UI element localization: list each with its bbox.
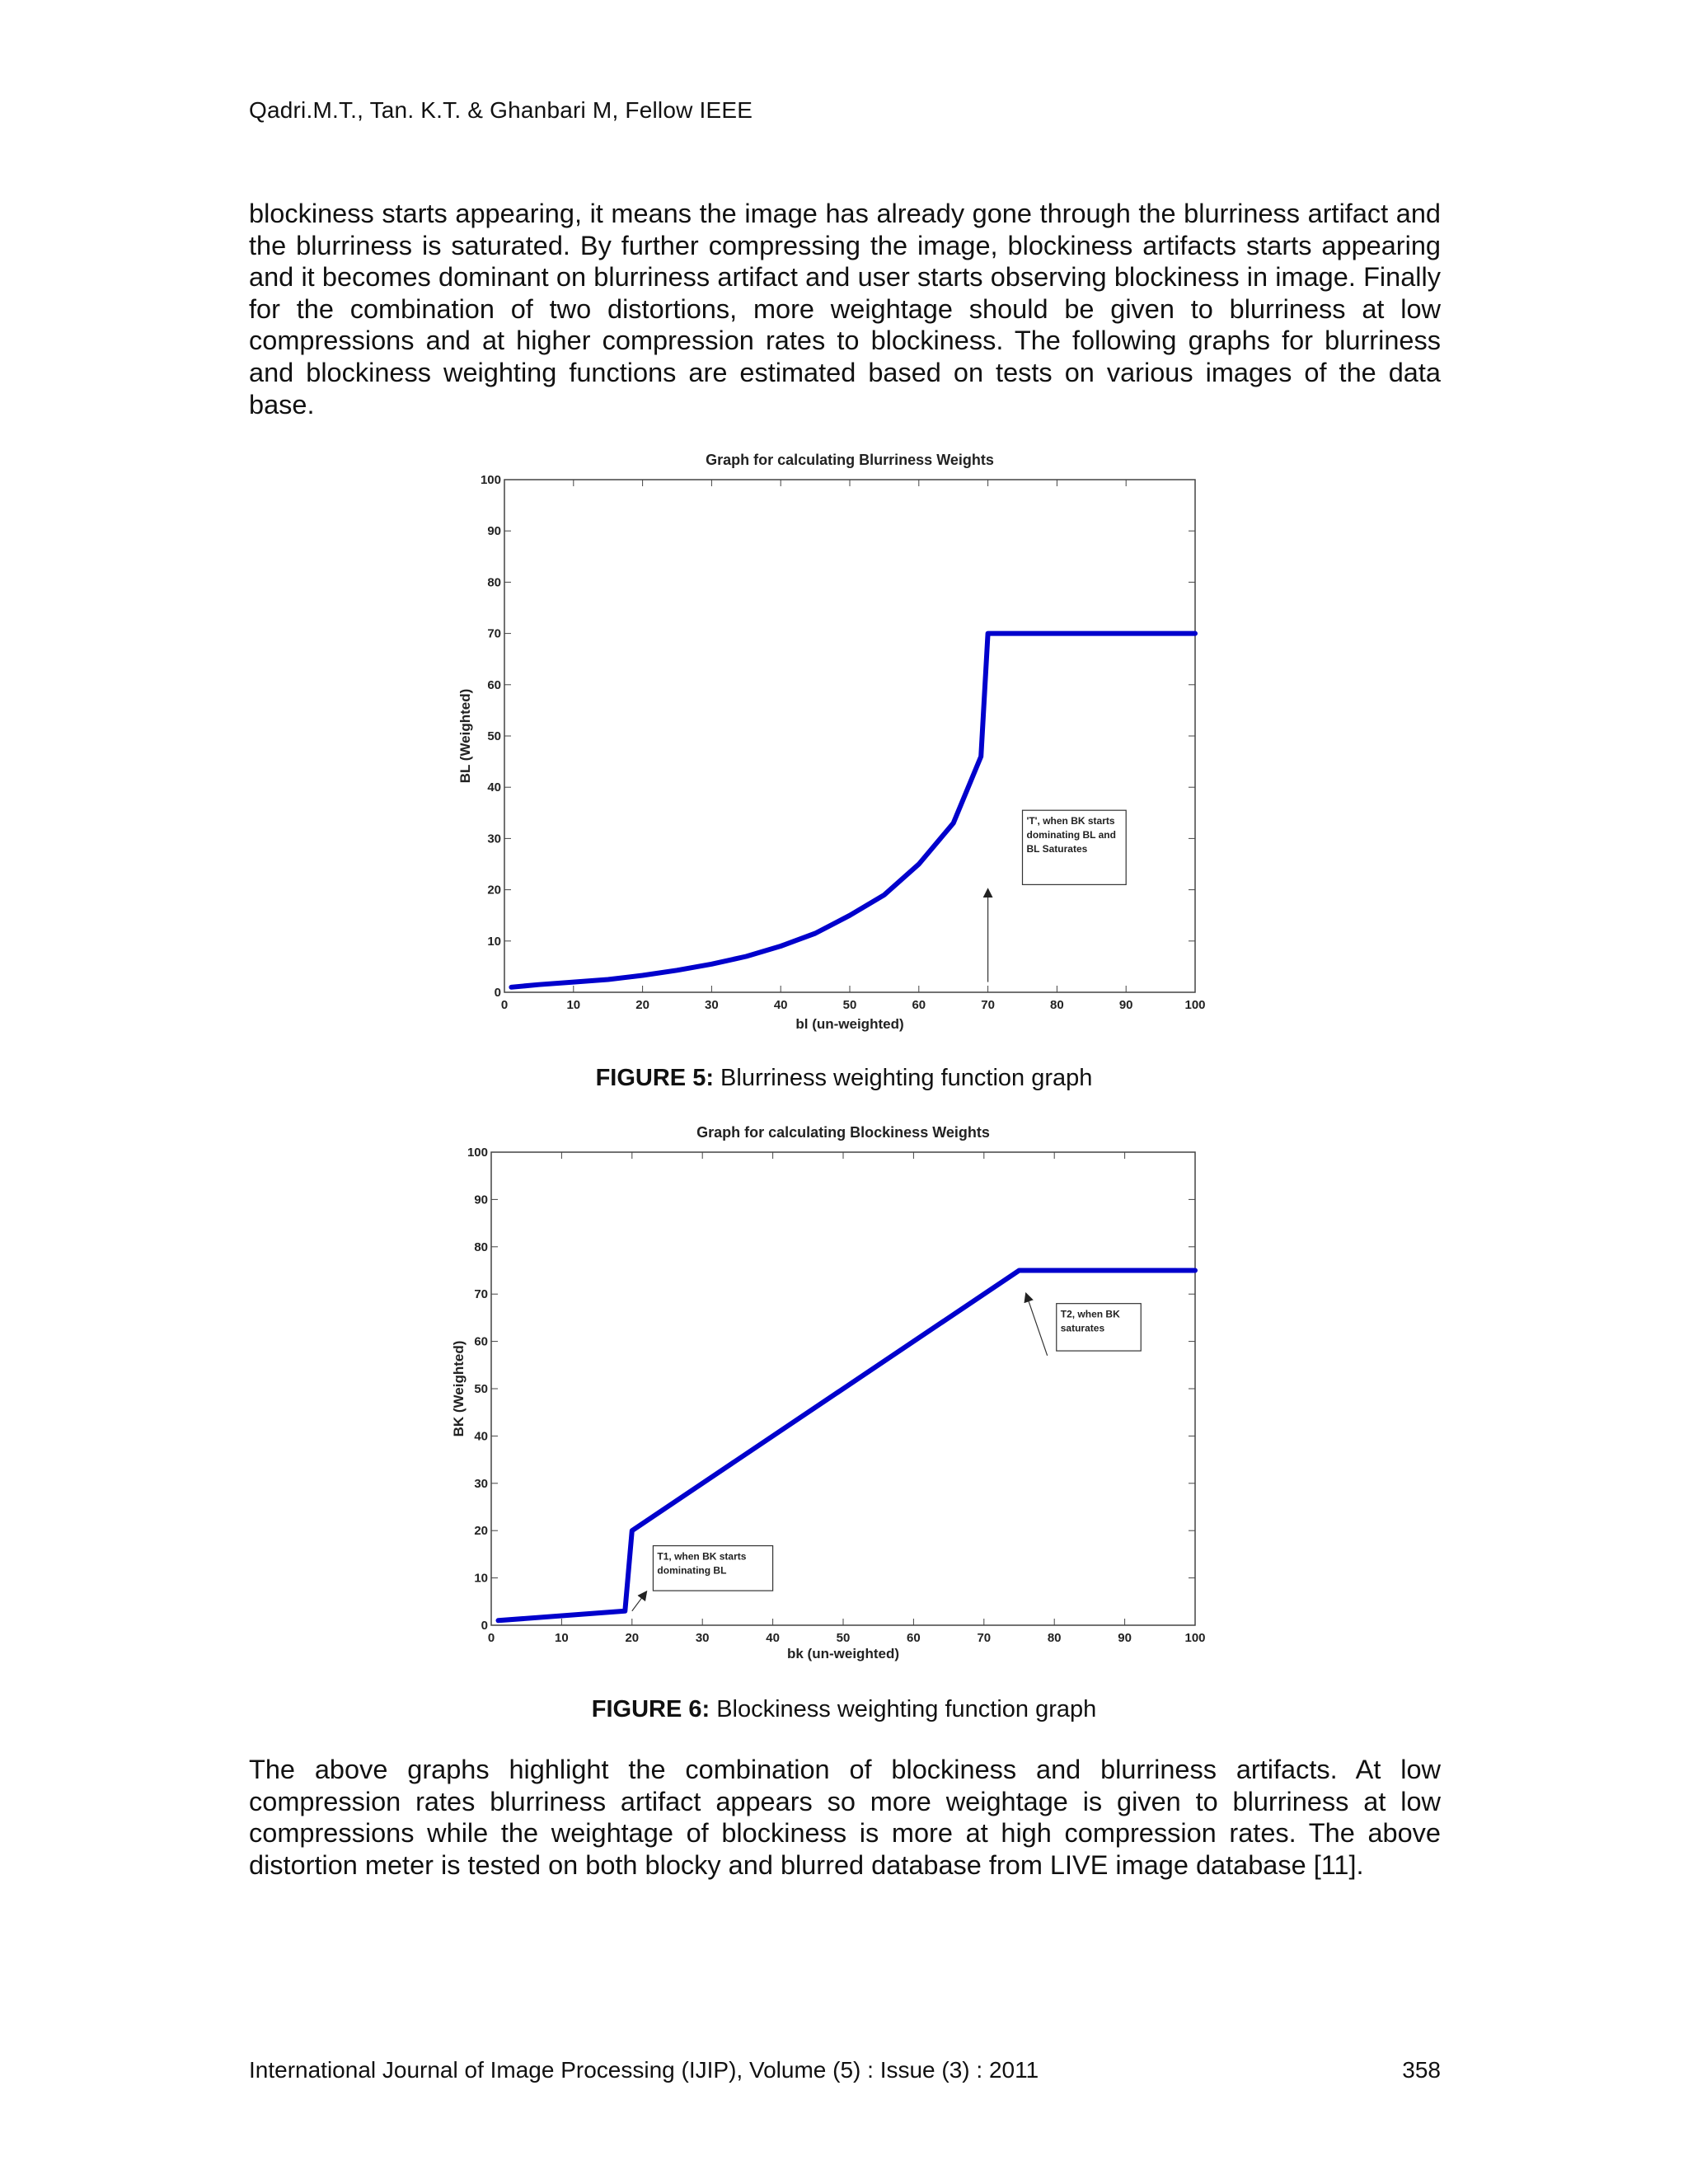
annotation-text: T1, when BK starts: [657, 1550, 747, 1563]
y-tick-label: 90: [474, 1193, 488, 1207]
y-tick-label: 60: [474, 1334, 488, 1349]
x-tick-label: 20: [625, 1631, 640, 1645]
x-tick-label: 70: [977, 1631, 992, 1645]
figure-6-caption-label: FIGURE 6:: [591, 1696, 710, 1722]
y-axis-label: BL (Weighted): [457, 688, 473, 784]
x-tick-label: 80: [1047, 1631, 1062, 1645]
x-tick-label: 30: [695, 1631, 710, 1645]
y-tick-label: 20: [474, 1524, 488, 1539]
y-tick-label: 70: [474, 1287, 488, 1302]
y-tick-label: 30: [487, 832, 501, 846]
x-tick-label: 90: [1118, 998, 1133, 1012]
figure-6-chart: [445, 1119, 1220, 1680]
page-footer: [249, 2057, 1441, 2083]
body-paragraph: The above graphs highlight the combination of blockiness and blurriness artifacts. At low compression rates blurriness artifact appears so more weightage is given to blurriness at low compressions while the weightage of blockiness is more at high compression rates. The above distortion meter is tested on both blocky and blurred database from LIVE image database [11].: [249, 1755, 1441, 1880]
annotation-text: 'T', when BK starts: [1026, 815, 1115, 827]
x-axis-label: bk (un-weighted): [787, 1646, 899, 1661]
chart-title: Graph for calculating Blurriness Weights: [706, 452, 994, 468]
annotation-text: saturates: [1060, 1322, 1105, 1334]
figure-6-caption-text: Blockiness weighting function graph: [710, 1696, 1097, 1722]
x-tick-label: 40: [766, 1631, 780, 1645]
x-tick-label: 0: [487, 1631, 495, 1645]
y-tick-label: 80: [487, 575, 501, 590]
y-tick-label: 40: [487, 780, 501, 795]
blockiness-chart: [445, 1119, 1220, 1680]
annotation-text: T2, when BK: [1060, 1308, 1120, 1320]
y-tick-label: 100: [480, 473, 501, 487]
y-tick-label: 50: [474, 1382, 488, 1396]
x-tick-label: 30: [705, 998, 719, 1012]
y-tick-label: 0: [481, 1619, 488, 1633]
y-tick-label: 100: [467, 1146, 488, 1160]
y-tick-label: 80: [474, 1240, 488, 1254]
y-tick-label: 70: [487, 626, 501, 641]
x-tick-label: 60: [912, 998, 926, 1012]
y-tick-label: 10: [474, 1571, 488, 1586]
figure-5-caption-text: Blurriness weighting function graph: [713, 1065, 1093, 1091]
y-tick-label: 50: [487, 729, 501, 743]
y-tick-label: 30: [474, 1476, 488, 1491]
x-tick-label: 10: [555, 1631, 569, 1645]
body-paragraph: blockiness starts appearing, it means the image has already gone through the blurriness artifact and the blurriness is saturated. By further compressing the image, blockiness artifacts starts appearing and it becomes dominant on blurriness artifact and user starts observing blockiness in image. Finally for the combination of two distortions, more weightage should be given to blurriness at low compressions and at higher compression rates to blockiness. The following graphs for blurriness and blockiness weighting functions are estimated based on tests on various images of the data base.: [249, 199, 1441, 419]
y-tick-label: 90: [487, 524, 501, 539]
x-tick-label: 40: [773, 998, 788, 1012]
x-tick-label: 50: [842, 998, 857, 1012]
y-tick-label: 40: [474, 1429, 488, 1444]
x-tick-label: 50: [836, 1631, 851, 1645]
x-tick-label: 100: [1184, 1631, 1206, 1645]
figure-6-caption: [0, 1696, 1688, 1723]
y-tick-label: 20: [487, 883, 501, 898]
blurriness-chart: [445, 443, 1220, 1037]
figure-5-caption: [0, 1065, 1688, 1092]
y-axis-label: BK (Weighted): [451, 1340, 467, 1437]
chart-title: Graph for calculating Blockiness Weights: [696, 1124, 990, 1141]
x-tick-label: 0: [500, 998, 509, 1012]
x-tick-label: 70: [981, 998, 995, 1012]
x-tick-label: 100: [1184, 998, 1206, 1012]
y-tick-label: 0: [494, 986, 501, 1000]
x-axis-label: bl (un-weighted): [795, 1016, 904, 1032]
journal-citation: International Journal of Image Processing (IJIP), Volume (5) : Issue (3) : 2011: [249, 2057, 1039, 2083]
y-tick-label: 60: [487, 677, 501, 692]
annotation-text: dominating BL: [657, 1564, 727, 1577]
x-tick-label: 10: [566, 998, 581, 1012]
annotation-text: BL Saturates: [1026, 843, 1088, 855]
x-tick-label: 20: [635, 998, 649, 1012]
x-tick-label: 80: [1050, 998, 1064, 1012]
y-tick-label: 10: [487, 934, 501, 949]
x-tick-label: 90: [1118, 1631, 1132, 1645]
annotation-text: dominating BL and: [1026, 829, 1116, 841]
page-number: 358: [1402, 2057, 1441, 2083]
running-head: Qadri.M.T., Tan. K.T. & Ghanbari M, Fellow IEEE: [249, 97, 753, 123]
x-tick-label: 60: [907, 1631, 921, 1645]
figure-5-caption-label: FIGURE 5:: [595, 1065, 714, 1091]
figure-5-chart: [445, 443, 1220, 1037]
